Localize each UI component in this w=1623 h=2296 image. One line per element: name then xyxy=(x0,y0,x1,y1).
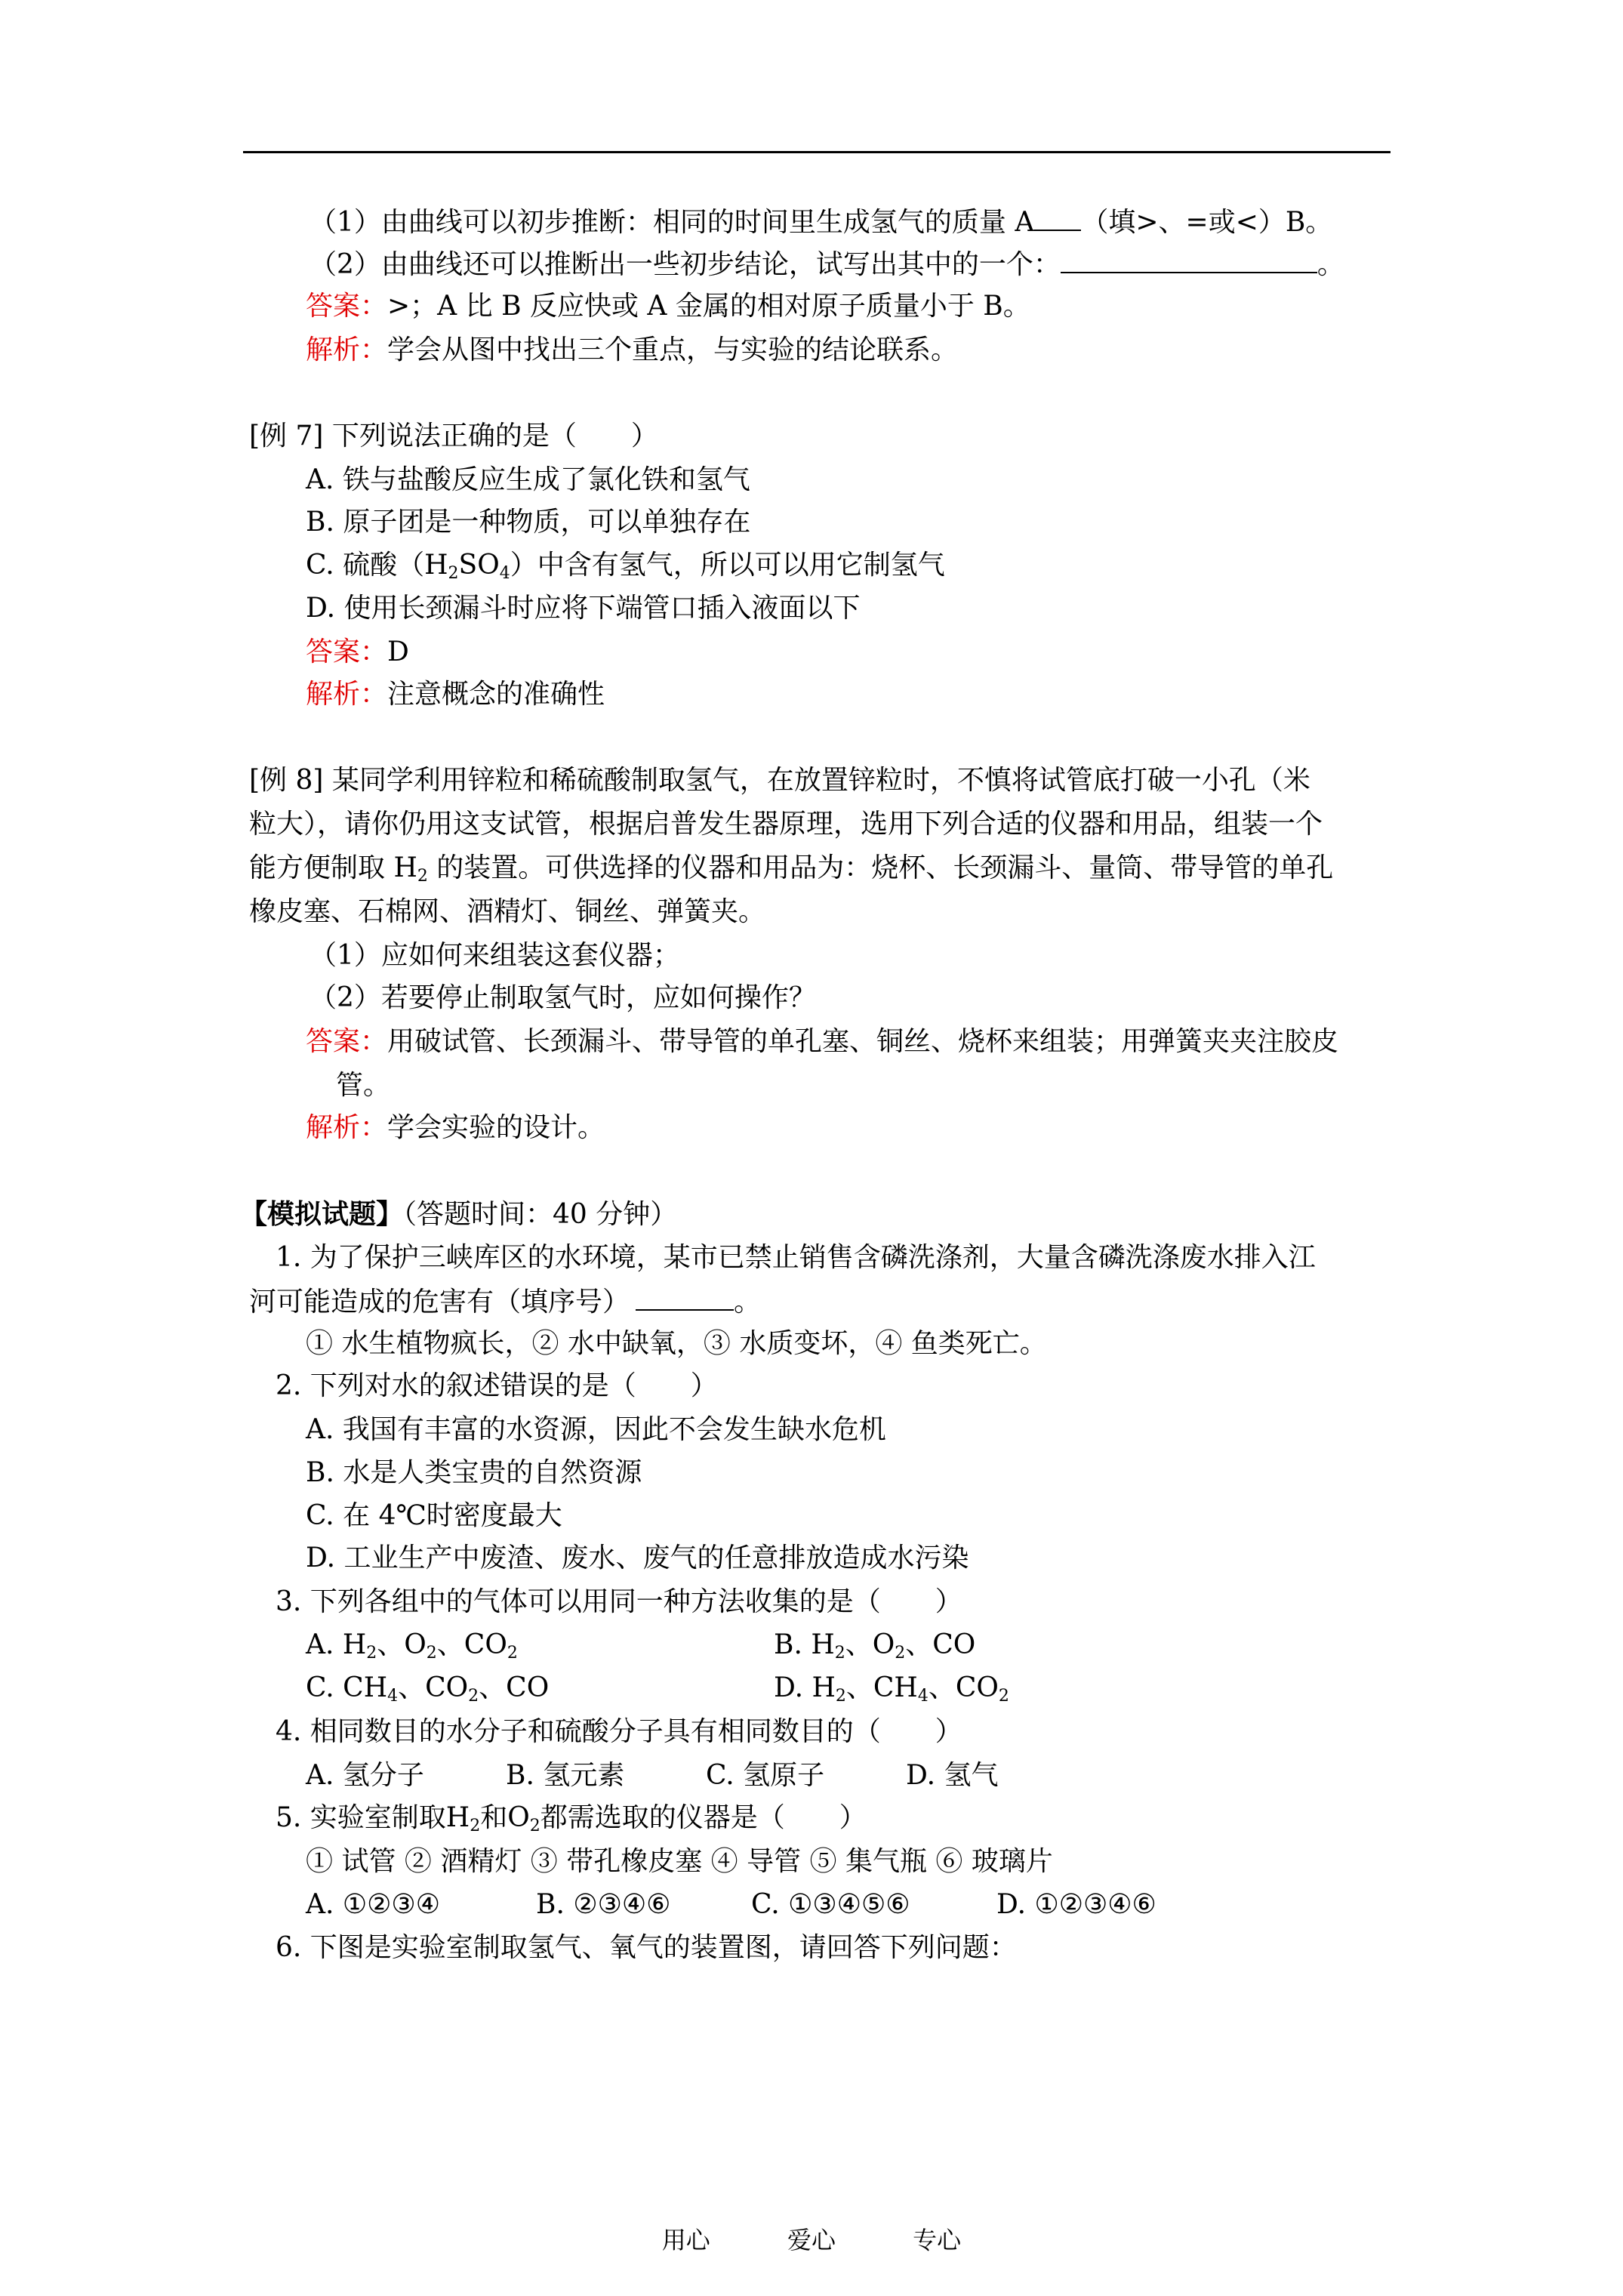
mock-q3-option-d: D. $H_2$、$CH_4$、$CO_2$ xyxy=(774,1672,1009,1706)
mock-heading: 【模拟试题】（答题时间：40 分钟） xyxy=(240,1198,678,1230)
mock-q6-stem: 6. 下图是实验室制取氢气、氧气的装置图，请回答下列问题： xyxy=(276,1932,1017,1963)
analysis-label: 解析： xyxy=(306,1112,388,1143)
answer-label: 答案： xyxy=(306,291,388,322)
mock-q4-option-a: A. 氢分子 xyxy=(306,1760,424,1791)
mock-q3-option-a: A. $H_2$、$O_2$、$CO_2$ xyxy=(306,1629,518,1663)
ex7-answer: 答案：D xyxy=(306,636,409,667)
mock-q5-option-c: C. ①③④⑤⑥ xyxy=(751,1889,910,1920)
ex8-stem-line-3: 能方便制取 $H_2$ 的装置。可供选择的仪器和用品为：烧杯、长颈漏斗、量筒、带导管的单孔 xyxy=(249,852,1334,886)
mock-q3-option-b: B. $H_2$、$O_2$、CO xyxy=(774,1629,976,1663)
header-rule xyxy=(243,151,1390,153)
ex8-question-1: （1）应如何来组装这套仪器； xyxy=(310,940,680,971)
ex7-option-c: C. 硫酸$(H_2SO_4)$中含有氢气，所以可以用它制氢气 xyxy=(306,550,945,583)
mock-q4-option-d: D. 氢气 xyxy=(906,1760,999,1791)
mock-q5-option-d: D. ①②③④⑥ xyxy=(996,1889,1156,1920)
mock-q5-items: ① 试管 ② 酒精灯 ③ 带孔橡皮塞 ④ 导管 ⑤ 集气瓶 ⑥ 玻璃片 xyxy=(306,1846,1053,1877)
footer-word-1: 用心 xyxy=(661,2226,710,2254)
mock-q5-option-b: B. ②③④⑥ xyxy=(536,1889,671,1920)
ex8-answer-cont: 管。 xyxy=(336,1070,391,1101)
ex6-answer: 答案：>；A 比 B 反应快或 A 金属的相对原子质量小于 B。 xyxy=(306,291,1030,322)
ex8-stem-line-2: 粒大），请你仍用这支试管，根据启普发生器原理，选用下列合适的仪器和用品，组装一个 xyxy=(249,809,1323,840)
ex8-question-2: （2）若要停止制取氢气时，应如何操作？ xyxy=(310,982,816,1013)
ex7-option-d: D. 使用长颈漏斗时应将下端管口插入液面以下 xyxy=(306,593,861,624)
ex7-option-a: A. 铁与盐酸反应生成了氯化铁和氢气 xyxy=(306,464,750,495)
ex8-stem-line-4: 橡皮塞、石棉网、酒精灯、铜丝、弹簧夹。 xyxy=(249,896,766,927)
page-footer xyxy=(0,2221,1623,2256)
mock-q2-option-c: C. 在 4℃时密度最大 xyxy=(306,1500,562,1531)
mock-q4-option-c: C. 氢原子 xyxy=(706,1760,825,1791)
ex7-option-b: B. 原子团是一种物质，可以单独存在 xyxy=(306,507,751,538)
ex8-answer: 答案：用破试管、长颈漏斗、带导管的单孔塞、铜丝、烧杯来组装；用弹簧夹夹注胶皮 xyxy=(306,1026,1339,1057)
mock-q2-option-a: A. 我国有丰富的水资源，因此不会发生缺水危机 xyxy=(306,1414,886,1445)
mock-q2-option-b: B. 水是人类宝贵的自然资源 xyxy=(306,1457,642,1488)
footer-word-3: 专心 xyxy=(913,2226,962,2254)
mock-q2-stem: 2. 下列对水的叙述错误的是（ ） xyxy=(276,1370,718,1401)
ex8-analysis: 解析：学会实验的设计。 xyxy=(306,1112,605,1143)
ex7-stem: [例 7] 下列说法正确的是（ ） xyxy=(249,421,658,451)
mock-q5-stem: 5. 实验室制取$H_2$和$O_2$都需选取的仪器是（ ） xyxy=(276,1802,867,1835)
mock-q1-line-2: 河可能造成的危害有（填序号） 。 xyxy=(249,1287,762,1318)
ex8-stem-line-1: [例 8] 某同学利用锌粒和稀硫酸制取氢气，在放置锌粒时，不慎将试管底打破一小孔（米 xyxy=(249,765,1310,796)
footer-word-2: 爱心 xyxy=(787,2226,836,2254)
ex6-question-2: （2）由曲线还可以推断出一些初步结论，试写出其中的一个： 。 xyxy=(310,249,1344,280)
answer-label: 答案： xyxy=(306,1026,388,1057)
mock-q5-option-a: A. ①②③④ xyxy=(306,1889,440,1920)
ex7-analysis: 解析：注意概念的准确性 xyxy=(306,679,605,710)
ex6-analysis: 解析：学会从图中找出三个重点，与实验的结论联系。 xyxy=(306,334,959,365)
analysis-label: 解析： xyxy=(306,334,388,365)
ex6-question-1: （1）由曲线可以初步推断：相同的时间里生成氢气的质量 A （填>、=或<）B。 xyxy=(310,207,1333,238)
mock-q1-items: ① 水生植物疯长，② 水中缺氧，③ 水质变坏，④ 鱼类死亡。 xyxy=(306,1328,1047,1359)
mock-q3-stem: 3. 下列各组中的气体可以用同一种方法收集的是（ ） xyxy=(276,1586,962,1617)
mock-q1-line-1: 1. 为了保护三峡库区的水环境，某市已禁止销售含磷洗涤剂，大量含磷洗涤废水排入江 xyxy=(276,1242,1316,1273)
analysis-label: 解析： xyxy=(306,679,388,710)
mock-q4-option-b: B. 氢元素 xyxy=(506,1760,625,1791)
mock-q4-stem: 4. 相同数目的水分子和硫酸分子具有相同数目的（ ） xyxy=(276,1716,962,1747)
mock-q2-option-d: D. 工业生产中废渣、废水、废气的任意排放造成水污染 xyxy=(306,1542,969,1573)
mock-q3-option-c: C. $CH_4$、$CO_2$、CO xyxy=(306,1672,550,1706)
answer-label: 答案： xyxy=(306,636,388,667)
